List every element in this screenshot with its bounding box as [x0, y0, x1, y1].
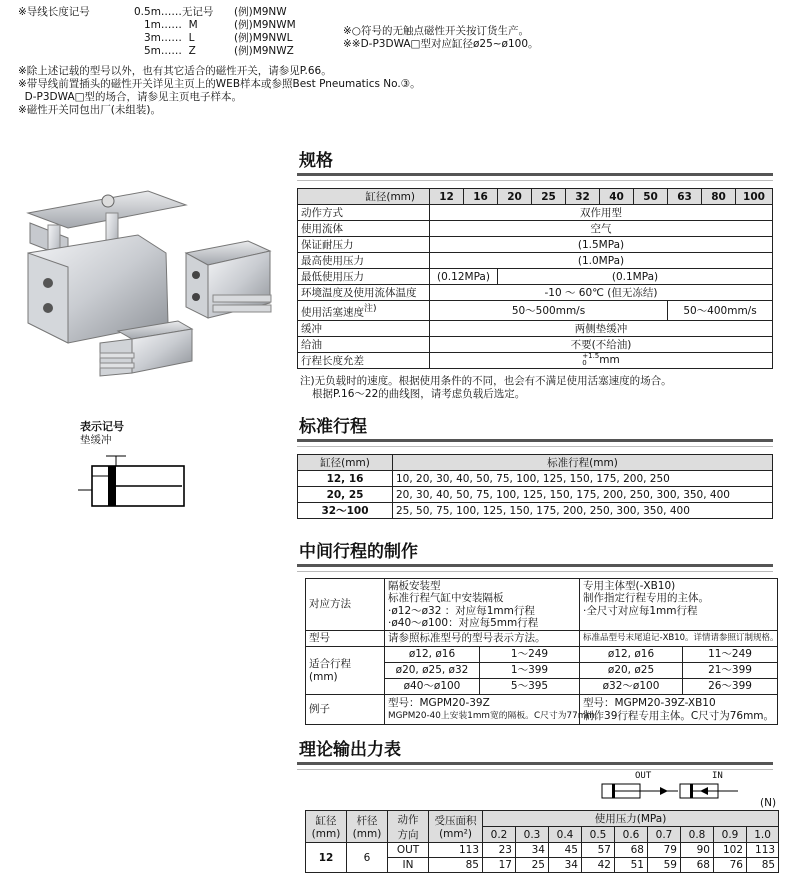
lead-wire-05: 0.5m……无记号 [134, 6, 214, 18]
spec-label: 最低使用压力 [298, 269, 430, 285]
force-value: 42 [582, 858, 615, 873]
note-connector: ※带导线前置插头的磁性开关详见主页上的WEB样本或参照Best Pneumatics No.③。 [18, 78, 421, 90]
fit-label-text: 适合行程 [309, 658, 351, 670]
mid-stroke-table [305, 578, 778, 725]
out-label: OUT [635, 771, 652, 781]
method-b-line: 专用主体型(-XB10) [583, 579, 676, 592]
mid-stroke-heading [297, 541, 773, 567]
spec-label: 给油 [298, 336, 430, 352]
speed-label: 使用活塞速度 [301, 306, 364, 319]
force-unit: (N) [760, 797, 777, 809]
cylinder-symbol [78, 452, 188, 510]
force-value: 17 [483, 858, 516, 873]
table-row [306, 647, 778, 663]
force-col-rod-unit: (mm) [352, 828, 382, 840]
bore-40: 40 [600, 189, 634, 205]
method-a-line: 隔板安装型 [388, 579, 441, 592]
table-row [306, 579, 778, 631]
product-photo [8, 183, 293, 383]
table-row [298, 221, 773, 237]
bore-50: 50 [634, 189, 668, 205]
lead-wire-05-ex: (例)M9NW [234, 6, 287, 18]
table-row [298, 253, 773, 269]
force-value: 23 [483, 843, 516, 858]
method-label: 对应方法 [306, 579, 385, 631]
bore-16: 16 [464, 189, 498, 205]
fit-a-bore: ø12, ø16 [385, 647, 480, 663]
spec-label [298, 301, 430, 321]
table-row [298, 336, 773, 352]
force-col-bore [306, 811, 347, 843]
spec-title: 规格 [299, 151, 333, 171]
spec-label: 环境温度及使用流体温度 [298, 285, 430, 301]
bore-25: 25 [532, 189, 566, 205]
table-row [298, 487, 773, 503]
tolerance-unit: mm [599, 354, 620, 366]
pressure-value: 0.8 [681, 827, 714, 843]
force-value: 102 [714, 843, 747, 858]
force-col-dir-text: 动作 [397, 813, 419, 826]
bore-100: 100 [736, 189, 773, 205]
spec-value: 双作用型 [430, 205, 773, 221]
force-value: 59 [648, 858, 681, 873]
lead-wire-5m-ex: (例)M9NWZ [234, 45, 294, 57]
force-col-area [429, 811, 483, 843]
std-stroke-heading [297, 416, 773, 442]
std-bore: 32～100 [298, 503, 393, 519]
force-rod: 6 [347, 843, 388, 873]
fit-a-range: 1～249 [480, 647, 580, 663]
std-bore: 20, 25 [298, 487, 393, 503]
lead-wire-5m: 5m…… Z [144, 45, 196, 57]
force-value: 113 [747, 843, 779, 858]
force-value: 34 [549, 858, 582, 873]
method-b-line: ·全尺寸对应每1mm行程 [583, 604, 698, 617]
force-bore: 12 [306, 843, 347, 873]
spec-note-1: 注)无负载时的速度。根据使用条件的不同，也会有不满足使用活塞速度的场合。 [300, 375, 672, 387]
fit-b-bore: ø12, ø16 [580, 647, 683, 663]
spec-label: 保证耐压力 [298, 237, 430, 253]
switch-order-notes [343, 25, 539, 51]
in-label: IN [712, 771, 723, 781]
pressure-value: 0.2 [483, 827, 516, 843]
std-stroke-header [298, 455, 773, 471]
force-value: 34 [516, 843, 549, 858]
spec-value [430, 352, 773, 368]
force-col-rod [347, 811, 388, 843]
force-col-rod-text: 杆径 [356, 815, 378, 827]
tolerance-upper: +1.5 [582, 352, 600, 360]
lead-wire-notes [18, 6, 296, 58]
std-col-bore: 缸径(mm) [298, 455, 393, 471]
force-col-area-text: 受压面积 [434, 815, 477, 827]
force-heading [297, 739, 773, 765]
force-value: 76 [714, 858, 747, 873]
example-a-model: 型号：MGPM20-39Z [388, 697, 490, 709]
spec-value: 不要(不给油) [430, 336, 773, 352]
spec-value: (1.0MPa) [430, 253, 773, 269]
force-col-dir [388, 811, 429, 843]
note-solid-state: ※○符号的无触点磁性开关按订货生产。 [343, 25, 529, 37]
table-row [306, 631, 778, 647]
method-a-line: 标准行程气缸中安装隔板 [388, 592, 504, 604]
pressure-value: 0.9 [714, 827, 747, 843]
spec-value-a: (0.12MPa) [430, 269, 498, 285]
force-header-row [306, 811, 779, 827]
force-value: 57 [582, 843, 615, 858]
force-value: 68 [681, 858, 714, 873]
fit-label [306, 647, 385, 695]
force-value: 90 [681, 843, 714, 858]
std-stroke-title: 标准行程 [299, 417, 367, 437]
bore-80: 80 [702, 189, 736, 205]
lead-wire-title: ※导线长度记号 [18, 6, 90, 18]
spec-label: 动作方式 [298, 205, 430, 221]
force-dir: IN [388, 858, 429, 873]
spec-header-row [298, 189, 773, 205]
table-row [306, 843, 779, 858]
table-row [298, 301, 773, 321]
table-row [298, 237, 773, 253]
force-title: 理论输出力表 [299, 740, 401, 760]
spec-value-a: 50～500mm/s [430, 301, 668, 321]
lead-wire-1m: 1m…… M [144, 19, 198, 31]
example-label: 例子 [306, 695, 385, 725]
std-strokes: 20, 30, 40, 50, 75, 100, 125, 150, 175, 200, 250, 300, 350, 400 [393, 487, 773, 503]
bore-12: 12 [430, 189, 464, 205]
bore-20: 20 [498, 189, 532, 205]
spec-value-b: 50～400mm/s [668, 301, 773, 321]
model-b: 标准品型号末尾追记-XB10。详情请参照订制规格。 [580, 631, 778, 647]
symbol-subtitle: 垫缓冲 [80, 434, 112, 446]
force-value: 45 [549, 843, 582, 858]
table-row [298, 205, 773, 221]
tolerance-lower: 0 [582, 359, 587, 367]
method-a [385, 579, 580, 631]
pressure-value: 0.7 [648, 827, 681, 843]
lead-wire-1m-ex: (例)M9NWM [234, 19, 296, 31]
spec-value-b: (0.1MPa) [498, 269, 773, 285]
symbol-title: 表示记号 [80, 420, 124, 433]
force-area: 85 [429, 858, 483, 873]
force-col-bore-text: 缸径 [315, 815, 337, 827]
force-table [305, 810, 779, 873]
spec-value: -10 ～ 60℃ (但无冻结) [430, 285, 773, 301]
fit-b-bore: ø32～ø100 [580, 679, 683, 695]
fit-b-range: 11～249 [683, 647, 778, 663]
extra-notes [18, 65, 421, 117]
pressure-value: 0.3 [516, 827, 549, 843]
example-a-desc: MGPM20-40上安装1mm宽的隔板。C尺寸为77mm。 [388, 710, 604, 721]
fit-b-bore: ø20, ø25 [580, 663, 683, 679]
spec-value: 两侧垫缓冲 [430, 320, 773, 336]
table-row [298, 285, 773, 301]
example-a [385, 695, 604, 725]
note-other-switches: ※除上述记载的型号以外，也有其它适合的磁性开关，请参见P.66。 [18, 65, 332, 77]
table-row [298, 320, 773, 336]
note-shipped: ※磁性开关同包出厂(未组装)。 [18, 104, 161, 116]
pressure-value: 0.6 [615, 827, 648, 843]
spec-label: 缓冲 [298, 320, 430, 336]
method-b-line: 制作指定行程专用的主体。 [583, 592, 710, 604]
force-value: 25 [516, 858, 549, 873]
std-col-stroke: 标准行程(mm) [393, 455, 773, 471]
spec-label: 行程长度允差 [298, 352, 430, 368]
speed-note-mark: 注) [364, 304, 377, 314]
table-row [298, 503, 773, 519]
spec-note-2: 根据P.16～22的曲线图，请考虑负载后选定。 [312, 388, 526, 400]
method-b [580, 579, 778, 631]
std-bore: 12, 16 [298, 471, 393, 487]
example-b [580, 695, 778, 725]
fit-a-bore: ø40～ø100 [385, 679, 480, 695]
pressure-value: 0.5 [582, 827, 615, 843]
fit-b-range: 21～399 [683, 663, 778, 679]
lead-wire-3m: 3m…… L [144, 32, 195, 44]
model-label: 型号 [306, 631, 385, 647]
fit-a-range: 5～395 [480, 679, 580, 695]
example-b-model: 型号：MGPM20-39Z-XB10 [583, 697, 716, 709]
fit-b-range: 26～399 [683, 679, 778, 695]
table-row [298, 352, 773, 368]
fit-label-unit: (mm) [309, 670, 338, 683]
spec-value: (1.5MPa) [430, 237, 773, 253]
bore-63: 63 [668, 189, 702, 205]
force-value: 68 [615, 843, 648, 858]
force-col-pressure: 使用压力(MPa) [483, 811, 779, 827]
force-dir: OUT [388, 843, 429, 858]
force-value: 79 [648, 843, 681, 858]
force-value: 51 [615, 858, 648, 873]
force-value: 85 [747, 858, 779, 873]
table-row [298, 269, 773, 285]
spec-value: 空气 [430, 221, 773, 237]
table-row [306, 695, 778, 725]
std-strokes: 25, 50, 75, 100, 125, 150, 175, 200, 250, 300, 350, 400 [393, 503, 773, 519]
mid-stroke-title: 中间行程的制作 [299, 542, 418, 562]
force-col-dir-text2: 方向 [397, 828, 419, 841]
example-b-desc: 制作39行程专用主体。C尺寸为76mm。 [583, 709, 775, 722]
spec-heading [297, 150, 773, 176]
std-stroke-table [297, 454, 773, 519]
pressure-value: 1.0 [747, 827, 779, 843]
note-p3dwa: ※※D-P3DWA□型对应缸径ø25~ø100。 [343, 38, 539, 50]
method-a-line: ·ø40～ø100：对应每5mm行程 [388, 617, 539, 629]
force-col-area-unit: (mm²) [439, 828, 472, 840]
note-p3dwa-web: D-P3DWA□型的场合，请参见主页电子样本。 [18, 91, 243, 103]
spec-label: 最高使用压力 [298, 253, 430, 269]
spec-label: 使用流体 [298, 221, 430, 237]
direction-diagram [600, 782, 770, 802]
model-a: 请参照标准型号的型号表示方法。 [385, 631, 580, 647]
std-strokes: 10, 20, 30, 40, 50, 75, 100, 125, 150, 175, 200, 250 [393, 471, 773, 487]
force-area: 113 [429, 843, 483, 858]
force-col-bore-unit: (mm) [311, 828, 341, 840]
lead-wire-3m-ex: (例)M9NWL [234, 32, 293, 44]
fit-a-range: 1～399 [480, 663, 580, 679]
pressure-value: 0.4 [549, 827, 582, 843]
bore-32: 32 [566, 189, 600, 205]
table-row [298, 471, 773, 487]
bore-label: 缸径(mm) [298, 189, 430, 205]
method-a-line: ·ø12～ø32 ：对应每1mm行程 [388, 604, 535, 617]
spec-table [297, 188, 773, 369]
fit-a-bore: ø20, ø25, ø32 [385, 663, 480, 679]
